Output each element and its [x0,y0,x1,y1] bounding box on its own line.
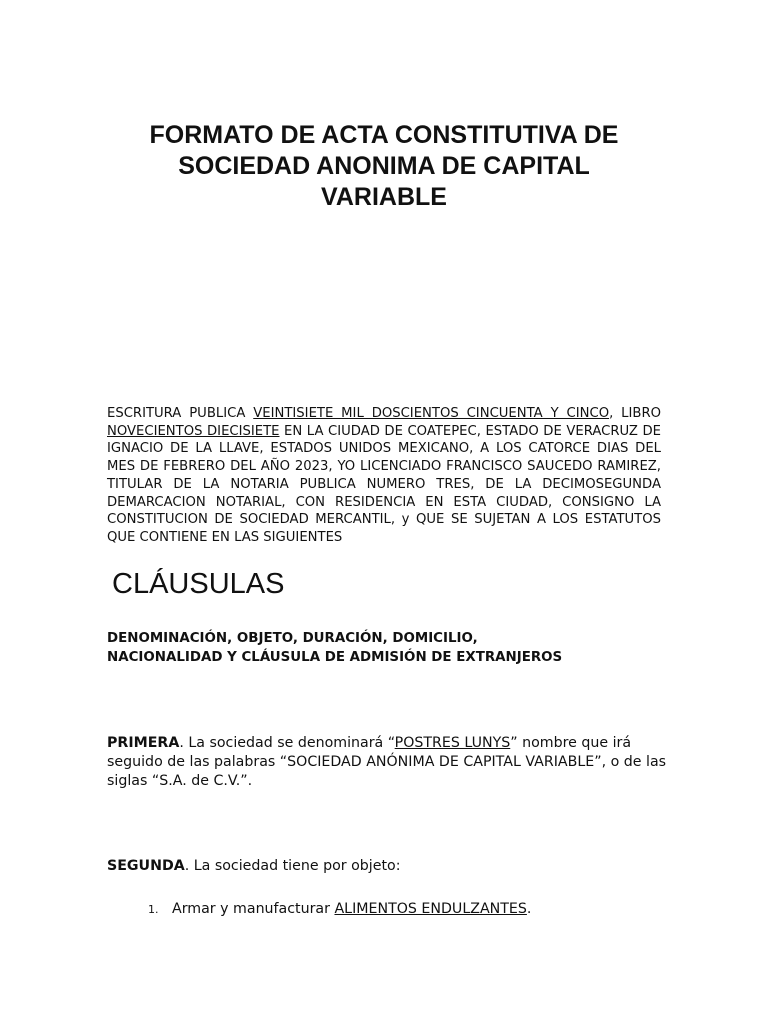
escritura-number: VEINTISIETE MIL DOSCIENTOS CINCUENTA Y CINCO [253,406,610,421]
title-line-1: FORMATO DE ACTA CONSTITUTIVA DE [149,121,619,149]
document-title [60,120,708,213]
section-heading-line-2: NACIONALIDAD Y CLÁUSULA DE ADMISIÓN DE EXTRANJEROS [107,650,563,665]
company-name: POSTRES LUNYS [394,735,511,751]
intro-text-3: EN LA CIUDAD DE COATEPEC, ESTADO DE VERACRUZ DE IGNACIO DE LA LLAVE, ESTADOS UNIDOS MEXICANO, A LOS CATORCE DIAS DEL MES DE FEBRERO DEL AÑO 2023, YO LICENCIADO FRANCISCO SAUCEDO RAMIREZ, TITULAR DE LA NOTARIA PUBLICA NUMERO TRES, DE LA DECIMOSEGUNDA DEMARCACION NOTARIAL, CON RESIDENCIA EN ESTA CIUDAD, CONSIGNO LA CONSTITUCION DE SOCIEDAD MERCANTIL, y QUE SE SUJETAN A LOS ESTATUTOS QUE CONTIENE EN LAS SIGUIENTES [107,423,661,545]
clause-primera-text-1: . La sociedad se denominará “ [179,735,395,751]
section-heading [107,629,667,667]
title-line-3: VARIABLE [321,183,447,211]
libro-number: NOVECIENTOS DIECISIETE [107,423,280,439]
clause-segunda-text: . La sociedad tiene por objeto: [184,858,401,874]
list-item [148,900,668,919]
intro-paragraph [107,405,661,547]
title-line-2: SOCIEDAD ANONIMA DE CAPITAL [178,152,590,180]
clause-primera-text-2: ” nombre que irá seguido de las palabras “SOCIEDAD ANÓNIMA DE CAPITAL VARIABLE”, o de las siglas “S.A. de C.V.”. [107,735,667,789]
intro-text-2: , LIBRO [609,406,661,421]
intro-text-1: ESCRITURA PUBLICA [107,406,254,421]
clause-segunda-label: SEGUNDA [107,858,185,874]
clausulas-heading: CLÁUSULAS [112,568,285,600]
product-name: ALIMENTOS ENDULZANTES [334,901,527,917]
list-item-text-2: . [526,901,532,917]
list-item-text-1: Armar y manufacturar [172,901,335,917]
clause-segunda [107,857,667,876]
clause-primera [107,734,667,791]
section-heading-line-1: DENOMINACIÓN, OBJETO, DURACIÓN, DOMICILIO, [107,631,478,646]
clause-primera-label: PRIMERA [107,735,180,751]
list-item-number: 1. [148,903,159,916]
